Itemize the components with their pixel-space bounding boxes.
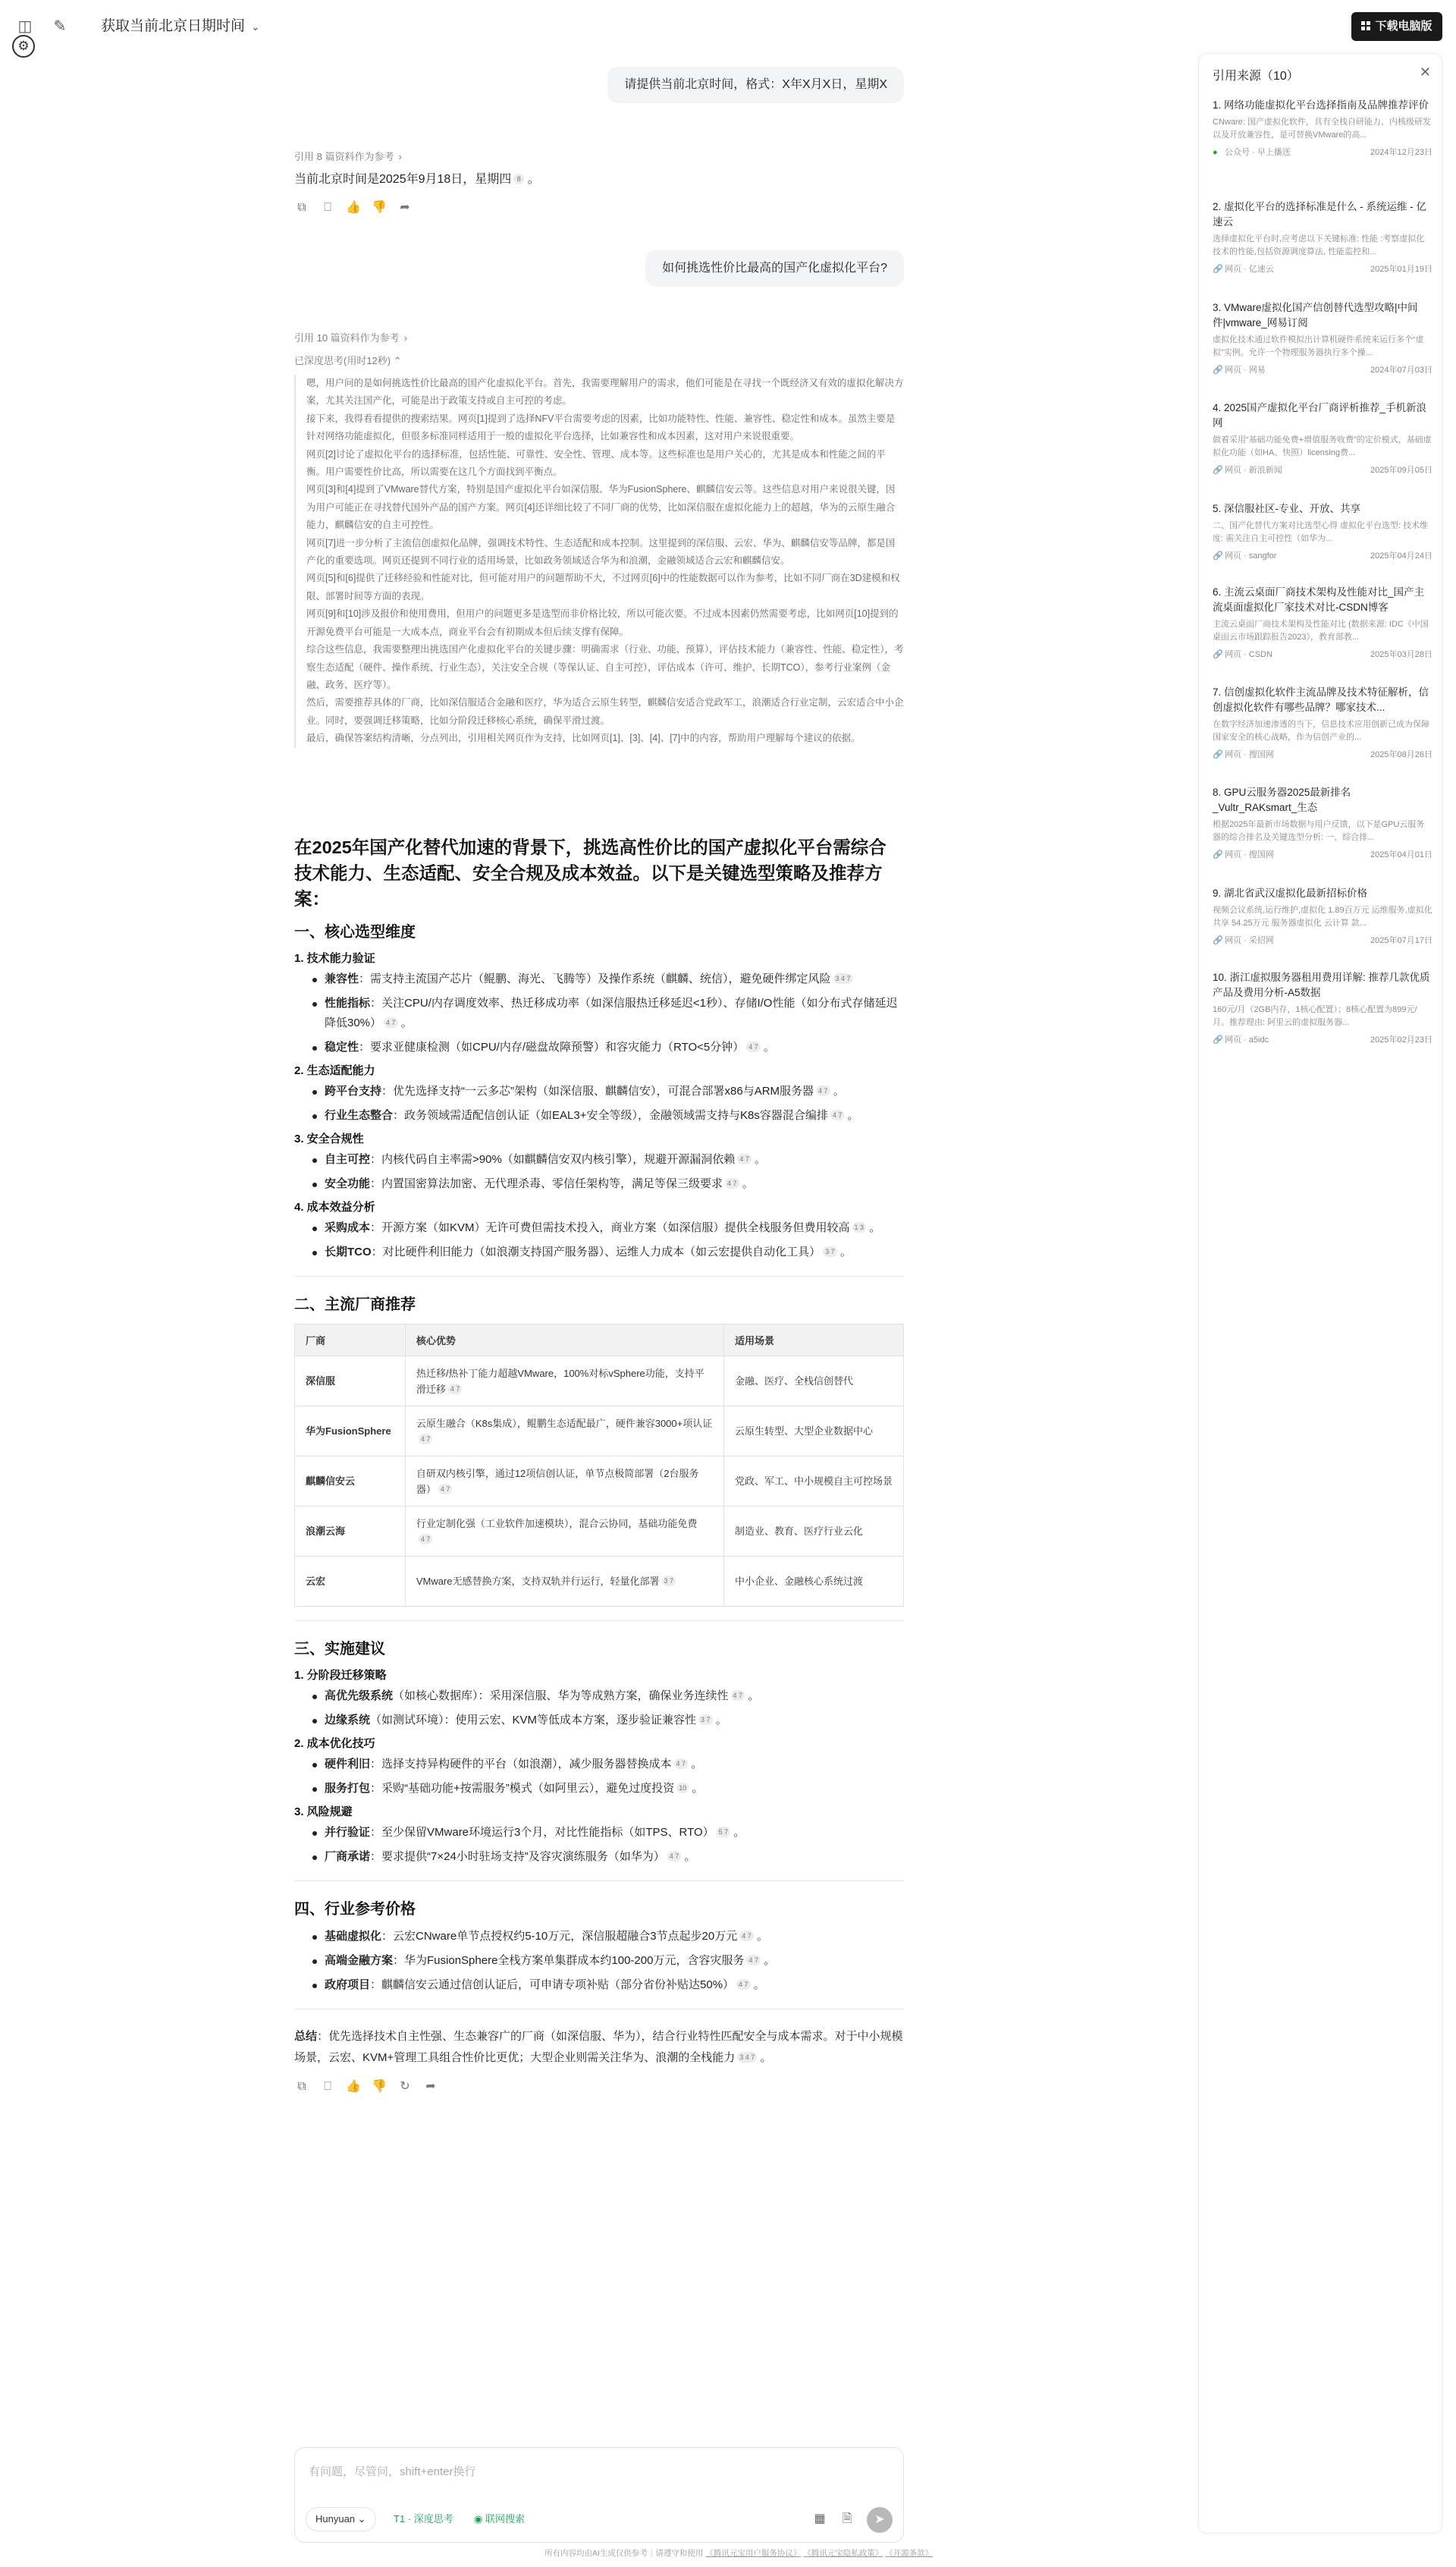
source-title: 9. 湖北省武汉虚拟化最新招标价格: [1213, 888, 1368, 899]
citation-badge[interactable]: 4 7: [816, 1086, 830, 1096]
table-header: 厂商: [295, 1324, 406, 1356]
source-title: 3. VMware虚拟化国产信创替代选型攻略|中间件|vmware_网易订阅: [1213, 302, 1418, 328]
source-item[interactable]: [1213, 685, 1432, 761]
source-item[interactable]: [1213, 785, 1432, 861]
section-heading: 四、行业参考价格: [294, 1901, 416, 1918]
list-item: 并行验证：至少保留VMware环境运行3个月，对比性能指标（如TPS、RTO） 5 7 。: [311, 1823, 904, 1843]
citation-badge[interactable]: 3 4 7: [833, 973, 853, 984]
vendor-advantage: VMware无感替换方案，支持双轨并行运行，轻量化部署 3 7: [405, 1557, 723, 1607]
source-meta: [1213, 364, 1432, 376]
conversation-title[interactable]: [101, 17, 260, 36]
citation-badge[interactable]: 10: [676, 1783, 689, 1793]
source-item[interactable]: [1213, 98, 1432, 159]
source-snippet: 160元/月（2GB内存，1核心配置）；8核心配置为899元/月。推荐理由: 阿里云的虚拟服务器...: [1213, 1005, 1417, 1027]
source-meta: [1213, 935, 1432, 947]
source-meta: [1213, 263, 1432, 275]
source-meta: [1213, 550, 1432, 562]
source-title: 7. 信创虚拟化软件主流品牌及技术特征解析，信创虚拟化软件有哪些品牌？哪家技术...: [1213, 687, 1429, 713]
thinking-paragraph: 网页[7]进一步分析了主流信创虚拟化品牌，强调技术特性、生态适配和成本控制。这里提到的深信服、云宏、华为、麒麟信安等品牌，都是国产化的重要选项。网页还提到不同行业的适用场景，比如政务领域适合华为和浪潮，金融领域适合云宏和麒麟信安。: [306, 537, 896, 567]
vendor-scenario: 中小企业、金融核心系统过渡: [723, 1557, 903, 1607]
list-item: 硬件利旧：选择支持异构硬件的平台（如浪潮），减少服务器替换成本 4 7 。: [311, 1755, 904, 1774]
citation-badge[interactable]: 4 7: [746, 1955, 761, 1965]
vendor-name: 云宏: [295, 1557, 406, 1607]
source-meta: [1213, 749, 1432, 761]
source-title: 1. 网络功能虚拟化平台选择指南及品牌推荐评价: [1213, 99, 1429, 111]
sources-panel: [1198, 53, 1442, 2534]
vendor-advantage: 热迁移/热补丁能力超越VMware，100%对标vSphere功能，支持平滑迁移 4 7: [405, 1356, 723, 1406]
list-item: 服务打包：采购“基础功能+按需服务”模式（如阿里云），避免过度投资 10 。: [311, 1779, 904, 1799]
list-item: 高端金融方案：华为FusionSphere全栈方案单集群成本约100-200万元，含容灾服务 4 7 。: [311, 1951, 904, 1971]
thinking-block: [294, 375, 904, 748]
share-icon[interactable]: ➦: [425, 2080, 436, 2093]
citation-badge[interactable]: 4 7: [725, 1178, 739, 1189]
source-meta: [1213, 464, 1432, 476]
thinking-paragraph: 网页[9]和[10]涉及报价和使用费用，但用户的问题更多是选型而非价格比较，所以可能次要。不过成本因素仍然需要考虑，比如网页[10]提到的开源免费平台可能是一大成本点，商业平台会有初期成本但后续支撑有保障。: [306, 608, 899, 637]
table-row: [295, 1507, 904, 1557]
list-item: 政府项目：麒麟信安云通过信创认证后，可申请专项补贴（部分省份补贴达50%） 4 7 。: [311, 1975, 904, 1995]
reference-count[interactable]: [294, 149, 402, 163]
citation-badge[interactable]: 3 4 7: [737, 2052, 757, 2063]
vendor-advantage: 行业定制化强（工业软件加速模块），混合云协同，基础功能免费4 7: [405, 1507, 723, 1557]
divider: [294, 1276, 904, 1277]
citation-badge[interactable]: 1 3: [852, 1222, 867, 1233]
citation-badge[interactable]: 3 7: [662, 1576, 676, 1586]
source-title: 6. 主流云桌面厂商技术架构及性能对比_国产主流桌面虚拟化厂家技术对比-CSDN博客: [1213, 586, 1425, 613]
top-bar: [0, 0, 1432, 53]
bullet-list: [294, 1686, 904, 1730]
thumbs-down-icon[interactable]: 👎: [372, 2080, 387, 2093]
link-icon: 🔗: [1213, 366, 1223, 375]
table-row: [295, 1356, 904, 1406]
source-title: 8. GPU云服务器2025最新排名_Vultr_RAKsmart_生态: [1213, 787, 1351, 813]
reference-count-text: 引用 10 篇资料作为参考: [294, 332, 400, 344]
table-header-row: [295, 1324, 904, 1356]
vendor-name: 华为FusionSphere: [295, 1406, 406, 1456]
source-snippet: 二、国产化替代方案对比选型心得 虚拟化平台选型: 技术维度: 需关注自主可控性（如华为...: [1213, 521, 1429, 543]
citation-badge[interactable]: 4 7: [419, 1534, 433, 1544]
link-icon: 🔗: [1213, 650, 1223, 659]
thinking-paragraph: 综合这些信息，我需要整理出挑选国产化虚拟化平台的关键步骤：明确需求（行业、功能、预算），评估技术能力（兼容性、性能、稳定性），考察生态适配（硬件、操作系统、行业生态），关注安全合规（等保认证、自主可控），评估成本（许可、维护、长期TCO），参考行业案例（金融、政务、医疗等）。: [306, 644, 904, 690]
deep-thinking-label: 已深度思考(用时12秒): [294, 355, 391, 366]
source-site: 网页 · 网易: [1225, 366, 1266, 375]
link-icon: 🔗: [1213, 551, 1223, 561]
source-item[interactable]: [1213, 401, 1432, 476]
source-title: 10. 浙江虚拟服务器租用费用详解: 推荐几款优质产品及费用分析-A5数据: [1213, 972, 1430, 998]
source-item[interactable]: [1213, 200, 1432, 275]
vendor-scenario: 云原生转型、大型企业数据中心: [723, 1406, 903, 1456]
thinking-paragraph: 接下来，我得看看提供的搜索结果。网页[1]提到了选择NFV平台需要考虑的因素，比如功能特性、性能、兼容性、稳定性和成本。虽然主要是针对网络功能虚拟化，但很多标准同样适用于一般的虚拟化平台选择，比如兼容性和成本因素，这对用户来说很重要。: [306, 413, 896, 442]
list-item: 基础虚拟化：云宏CNware单节点授权约5-10万元，深信服超融合3节点起步20万元 4 7 。: [311, 1927, 904, 1946]
user-message-text: 如何挑选性价比最高的国产化虚拟化平台?: [662, 262, 887, 275]
divider: [294, 1620, 904, 1621]
citation-badge[interactable]: 4 7: [731, 1690, 745, 1701]
disclaimer: [544, 2547, 933, 2559]
chevron-down-icon: ⌄: [357, 2513, 366, 2525]
source-site: 公众号 · 早上播送: [1225, 148, 1291, 157]
vendor-name: 深信服: [295, 1356, 406, 1406]
citation-badge[interactable]: 4 7: [667, 1851, 682, 1862]
thinking-paragraph: 最后，确保答案结构清晰，分点列出，引用相关网页作为支持，比如网页[1]、[3]、[4]、[7]中的内容，帮助用户理解每个建议的依据。: [306, 733, 861, 744]
source-date: 2025年07月17日: [1370, 936, 1432, 945]
vendor-advantage: 自研双内核引擎，通过12项信创认证，单节点极简部署（2台服务器） 4 7: [405, 1456, 723, 1507]
send-arrow-icon: ➤: [874, 2513, 885, 2526]
deep-think-toggle[interactable]: [388, 2507, 460, 2531]
settings-gear-icon[interactable]: ⚙: [12, 35, 35, 58]
source-date: 2024年12月23日: [1370, 148, 1432, 157]
source-date: 2025年08月26日: [1370, 750, 1432, 759]
source-item[interactable]: [1213, 585, 1432, 661]
source-title: 5. 深信服社区-专业、开放、共享: [1213, 503, 1361, 514]
table-header: 核心优势: [405, 1324, 723, 1356]
source-snippet: 虚拟化技术通过软件模拟出计算机硬件系统来运行多个“虚拟”实例。允许一个物理服务器执行多个操...: [1213, 335, 1424, 357]
link-icon: 🔗: [1213, 850, 1223, 859]
file-upload-icon[interactable]: 🗎: [842, 2512, 852, 2525]
regenerate-icon[interactable]: ↻: [400, 2080, 410, 2093]
source-date: 2024年07月03日: [1370, 366, 1432, 375]
bullet-list: [294, 1150, 904, 1194]
list-item: 行业生态整合：政务领域需适配信创认证（如EAL3+安全等级），金融领域需支持与K8s容器混合编排 4 7 。: [311, 1106, 904, 1126]
source-date: 2025年04月24日: [1370, 551, 1432, 561]
sidebar-toggle-icon[interactable]: ◫: [17, 18, 33, 35]
thumbs-up-icon[interactable]: 👍: [346, 2080, 361, 2093]
thumbs-up-icon[interactable]: 👍: [346, 201, 361, 214]
chevron-right-icon: ›: [403, 332, 408, 344]
list-item: 边缘系统（如测试环境）：使用云宏、KVM等低成本方案，逐步验证兼容性 3 7 。: [311, 1711, 904, 1730]
share-icon[interactable]: ➦: [400, 201, 410, 214]
globe-icon: ◉: [474, 2513, 483, 2525]
source-site: 网页 · sangfor: [1225, 551, 1277, 561]
link-icon: 🔗: [1213, 750, 1223, 759]
source-date: 2025年02月23日: [1370, 1035, 1432, 1045]
divider: [294, 1880, 904, 1881]
source-snippet: CNware: 国产虚拟化软件，具有全栈自研能力、内核级研发以及开放兼容性，是可替换VMware的高...: [1213, 118, 1431, 140]
list-item: 性能指标：关注CPU/内存调度效率、热迁移成功率（如深信服热迁移延迟<1秒）、存储I/O性能（如分布式存储延迟降低30%） 4 7 。: [311, 994, 904, 1033]
source-site: 网页 · 采招网: [1225, 936, 1274, 945]
source-meta: [1213, 1034, 1432, 1046]
disclaimer-text: 所有内容均由AI生成仅供参考｜请遵守和使用: [544, 2549, 704, 2558]
section-heading: 二、主流厂商推荐: [294, 1296, 416, 1313]
source-snippet: 根据2025年最新市场数据与用户反馈，以下是GPU云服务器的综合排名及关键选型分析: 一、综合排...: [1213, 820, 1425, 842]
model-selector[interactable]: [306, 2507, 376, 2531]
source-meta: [1213, 146, 1432, 159]
citation-badge[interactable]: 4 7: [830, 1110, 845, 1120]
deep-think-label: T1 · 深度思考: [394, 2513, 453, 2525]
list-item: 安全功能：内置国密算法加密、无代理杀毒、零信任架构等，满足等保三级要求 4 7 。: [311, 1174, 904, 1194]
vendor-advantage: 云原生融合（K8s集成），鲲鹏生态适配最广，硬件兼容3000+项认证4 7: [405, 1406, 723, 1456]
source-site: 网页 · 搜国网: [1225, 750, 1274, 759]
conversation-title-text: 获取当前北京日期时间: [101, 18, 246, 34]
table-row: [295, 1557, 904, 1607]
source-snippet: 视频会议系统,运行维护,虚拟化 1.89百万元 运维服务,虚拟化 共享 54.25万元 服务器虚拟化 云计算 款...: [1213, 906, 1432, 928]
subsection-heading: 3. 安全合规性: [294, 1133, 364, 1145]
bullet-list: [294, 1082, 904, 1126]
wechat-icon: ●: [1213, 148, 1218, 157]
windows-icon: [1361, 21, 1370, 30]
open-source-link[interactable]: 《开源条款》: [885, 2549, 934, 2558]
thinking-paragraph: 嗯，用户问的是如何挑选性价比最高的国产化虚拟化平台。首先，我需要理解用户的需求，他们可能是在寻找一个既经济又有效的虚拟化解决方案，尤其关注国产化，可能是出于政策支持或自主可控的考虑。: [306, 378, 904, 407]
close-icon[interactable]: ✕: [1419, 64, 1431, 80]
vendor-name: 麒麟信安云: [295, 1456, 406, 1507]
thinking-paragraph: 网页[3]和[4]提到了VMware替代方案，特别是国产虚拟化平台如深信服、华为FusionSphere、麒麟信安云等。这些信息对用户来说很关键，因为用户可能正在寻找替代国外产品的国产方案。网页[4]还详细比较了不同厂商的优势，比如深信服在虚拟化能力上的超越，华为的云原生融合能力，麒麟信安的自主可控性。: [306, 484, 896, 531]
source-item[interactable]: [1213, 300, 1432, 376]
citation-badge[interactable]: 3 7: [698, 1714, 713, 1725]
link-icon: 🔗: [1213, 1035, 1223, 1045]
citation-badge[interactable]: 4 7: [736, 1979, 751, 1990]
bullet-list: [294, 1823, 904, 1867]
vendor-scenario: 制造业、教育、医疗行业云化: [723, 1507, 903, 1557]
user-message: [645, 250, 904, 287]
source-snippet: 在数字经济加速渗透的当下，信息技术应用创新已成为保障国家安全的核心战略，作为信创产业的...: [1213, 720, 1429, 742]
chevron-down-icon: ⌄: [251, 20, 260, 33]
user-message: [607, 67, 904, 103]
bullet-list: [294, 1755, 904, 1799]
source-site: 网页 · 新浪新闻: [1225, 466, 1282, 475]
thinking-paragraph: 网页[2]讨论了虚拟化平台的选择标准，包括性能、可靠性、安全性、管理、成本等。这些标准也是用户关心的，尤其是成本和性能之间的平衡。用户需要性价比高，所以需要在这几个方面找到平衡点。: [306, 448, 886, 478]
source-item[interactable]: [1213, 501, 1432, 562]
table-header: 适用场景: [723, 1324, 903, 1356]
vendor-scenario: 金融、医疗、全栈信创替代: [723, 1356, 903, 1406]
subsection-heading: 3. 风险规避: [294, 1805, 353, 1818]
source-meta: [1213, 849, 1432, 861]
source-site: 网页 · CSDN: [1225, 650, 1272, 659]
section-heading: 一、核心选型维度: [294, 924, 416, 941]
citation-badge[interactable]: 4 7: [739, 1931, 754, 1941]
subsection-heading: 2. 生态适配能力: [294, 1064, 375, 1077]
download-desktop-label: 下载电脑版: [1375, 20, 1432, 33]
assistant-answer-body: [294, 834, 904, 2094]
source-date: 2025年04月01日: [1370, 850, 1432, 859]
send-button[interactable]: [867, 2507, 893, 2533]
subsection-heading: 1. 分阶段迁移策略: [294, 1669, 387, 1682]
model-selector-label: Hunyuan: [315, 2513, 356, 2525]
citation-badge[interactable]: 4 7: [737, 1154, 752, 1164]
answer-actions: [294, 2079, 904, 2094]
list-item: 兼容性：需支持主流国产芯片（鲲鹏、海光、飞腾等）及操作系统（麒麟、统信），避免硬件绑定风险 3 4 7: [311, 969, 904, 989]
bullet-list: [294, 1218, 904, 1262]
link-icon: 🔗: [1213, 265, 1223, 274]
source-date: 2025年09月05日: [1370, 466, 1432, 475]
vendor-table: [294, 1324, 904, 1607]
list-item: 高优先级系统（如核心数据库）：采用深信服、华为等成熟方案，确保业务连续性 4 7 。: [311, 1686, 904, 1706]
citation-badge[interactable]: 4 7: [448, 1384, 463, 1394]
source-date: 2025年03月28日: [1370, 650, 1432, 659]
image-upload-icon[interactable]: ▦: [814, 2512, 826, 2525]
list-item: 跨平台支持：优先选择支持“一云多芯”架构（如深信服、麒麟信安），可混合部署x86与ARM服务器 4 7 。: [311, 1082, 904, 1101]
reference-count[interactable]: [294, 330, 407, 344]
citation-badge[interactable]: 5 7: [717, 1827, 731, 1837]
chat-input[interactable]: 有问题，尽管问，shift+enter换行: [309, 2465, 476, 2478]
citation-badge[interactable]: 4 7: [746, 1042, 761, 1052]
source-snippet: 选择虚拟化平台时,应考虑以下关键标准: 性能 :考察虚拟化技术的性能,包括资源调度算法, 性能监控和...: [1213, 234, 1425, 256]
source-date: 2025年01月19日: [1370, 265, 1432, 274]
bullet-list: [294, 969, 904, 1057]
list-item: 厂商承诺：要求提供“7×24小时驻场支持”及容灾演练服务（如华为） 4 7 。: [311, 1847, 904, 1867]
vendor-scenario: 党政、军工、中小规模自主可控场景: [723, 1456, 903, 1507]
source-title: 2. 虚拟化平台的选择标准是什么 - 系统运维 - 亿速云: [1213, 201, 1427, 228]
sources-panel-title: 引用来源（10）: [1213, 70, 1299, 83]
list-item: 长期TCO：对比硬件利旧能力（如浪潮支持国产服务器）、运维人力成本（如云宏提供自动化工具） 3 7 。: [311, 1243, 904, 1262]
thinking-paragraph: 然后，需要推荐具体的厂商，比如深信服适合金融和医疗，华为适合云原生转型，麒麟信安适合党政军工，浪潮适合行业定制，云宏适合中小企业。同时，要强调迁移策略，比如分阶段迁移核心系统，确保平滑过渡。: [306, 697, 904, 726]
list-item: 自主可控：内核代码自主率需>90%（如麒麟信安双内核引擎），规避开源漏洞依赖 4 7 。: [311, 1150, 904, 1170]
citation-badge[interactable]: 8: [513, 174, 524, 184]
answer-actions: [294, 200, 413, 215]
source-snippet: 主流云桌面厂商技术架构及性能对比 (数据来源: IDC《中国桌面云市场跟踪报告2023》，教育部教...: [1213, 620, 1429, 642]
terms-link[interactable]: 《腾讯元宝用户服务协议》: [705, 2549, 802, 2558]
source-snippet: 做着采用“基础功能免费+增值服务收费”的定价模式，基础虚拟化功能（如HA、快照）licensing费...: [1213, 435, 1432, 457]
copy-icon[interactable]: ⧉: [297, 201, 306, 214]
vendor-name: 浪潮云海: [295, 1507, 406, 1557]
citation-badge[interactable]: 3 7: [823, 1246, 837, 1257]
subsection-heading: 2. 成本优化技巧: [294, 1737, 375, 1750]
thumbs-down-icon[interactable]: 👎: [372, 201, 387, 214]
bullet-list: [294, 1927, 904, 1995]
thinking-paragraph: 网页[5]和[6]提供了迁移经验和性能对比，但可能对用户的问题帮助不大，不过网页[6]中的性能数据可以作为参考，比如不同厂商在3D建模和权限、部署时间等方面的表现。: [306, 573, 900, 602]
web-search-toggle[interactable]: [468, 2507, 531, 2531]
list-item: 稳定性：要求亚健康检测（如CPU/内存/磁盘故障预警）和容灾能力（RTO<5分钟） 4 7 。: [311, 1038, 904, 1057]
user-message-text: 请提供当前北京时间，格式：X年X月X日，星期X: [624, 78, 887, 91]
deep-thinking-toggle[interactable]: [294, 353, 402, 367]
answer-lead: 在2025年国产化替代加速的背景下，挑选高性价比的国产虚拟化平台需综合技术能力、生态适配、安全合规及成本效益。以下是关键选型策略及推荐方案：: [294, 837, 886, 909]
download-desktop-button[interactable]: [1351, 12, 1442, 41]
source-item[interactable]: [1213, 886, 1432, 947]
citation-badge[interactable]: 4 7: [419, 1434, 433, 1444]
citation-badge[interactable]: 4 7: [438, 1484, 453, 1494]
bookmark-icon[interactable]: ⎕: [324, 201, 331, 214]
chevron-up-icon: ⌃: [393, 355, 402, 366]
source-site: 网页 · 亿速云: [1225, 265, 1274, 274]
assistant-answer: 当前北京时间是2025年9月18日，星期四 8 。: [294, 173, 540, 186]
assistant-answer-text: 当前北京时间是2025年9月18日，星期四: [294, 173, 512, 186]
citation-badge[interactable]: 4 7: [384, 1017, 398, 1028]
copy-icon[interactable]: ⧉: [297, 2080, 306, 2093]
source-title: 4. 2025国产虚拟化平台厂商评析推荐_手机新浪网: [1213, 402, 1427, 429]
source-site: 网页 · a5idc: [1225, 1035, 1269, 1045]
source-item[interactable]: [1213, 970, 1432, 1046]
list-item: 采购成本：开源方案（如KVM）无许可费但需技术投入，商业方案（如深信服）提供全栈服务但费用较高 1 3 。: [311, 1218, 904, 1238]
answer-summary: 总结：优先选择技术自主性强、生态兼容广的厂商（如深信服、华为），结合行业特性匹配安全与成本需求。对于中小规模场景，云宏、KVM+管理工具组合性价比更优；大型企业则需关注华为、浪潮的全栈能力 3 4 7 。: [294, 2030, 903, 2064]
section-heading: 三、实施建议: [294, 1641, 385, 1657]
subsection-heading: 1. 技术能力验证: [294, 952, 375, 965]
table-row: [295, 1406, 904, 1456]
citation-badge[interactable]: 4 7: [674, 1758, 689, 1769]
table-row: [295, 1456, 904, 1507]
chat-input-box: [294, 2447, 904, 2543]
chevron-right-icon: ›: [398, 151, 402, 162]
bookmark-icon[interactable]: ⎕: [324, 2080, 331, 2093]
source-meta: [1213, 649, 1432, 661]
new-chat-icon[interactable]: ✎: [53, 18, 67, 35]
privacy-link[interactable]: 《腾讯元宝隐私政策》: [803, 2549, 883, 2558]
link-icon: 🔗: [1213, 466, 1223, 475]
reference-count-text: 引用 8 篇资料作为参考: [294, 151, 394, 162]
subsection-heading: 4. 成本效益分析: [294, 1201, 375, 1214]
source-site: 网页 · 搜国网: [1225, 850, 1274, 859]
web-search-label: 联网搜索: [485, 2513, 525, 2525]
link-icon: 🔗: [1213, 936, 1223, 945]
